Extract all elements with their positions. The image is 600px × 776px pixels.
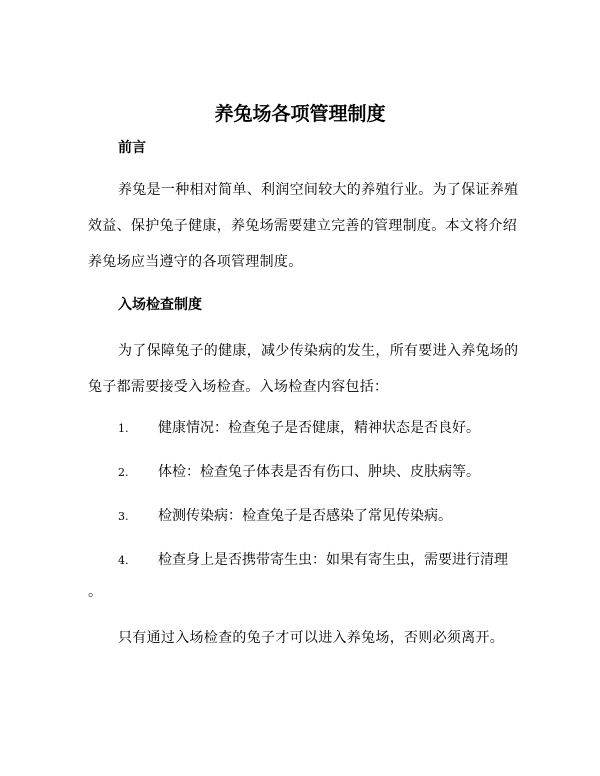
list-text: 体检：检查兔子体表是否有伤口、肿块、皮肤病等。 [158,464,480,480]
list-text: 检查身上是否携带寄生虫：如果有寄生虫，需要进行清理 [158,552,508,568]
entry-check-intro-paragraph [88,333,518,405]
list-text: 检测传染病：检查兔子是否感染了常见传染病。 [158,508,452,524]
list-item-4-wrap: 。 [88,584,102,600]
intro-line-1: 养兔是一种相对简单、利润空间较大的养殖行业。为了保证养殖 [118,182,519,198]
list-item [118,462,480,483]
closing-line: 只有通过入场检查的兔子才可以进入养兔场，否则必须离开。 [118,630,505,646]
list-number: 1. [118,422,129,435]
document-title: 养兔场各项管理制度 [214,103,386,125]
intro-paragraph [88,172,518,280]
intro-line-2: 效益、保护兔子健康，养兔场需要建立完善的管理制度。本文将介绍 [88,218,517,234]
section-heading-entry-check: 入场检查制度 [118,297,202,313]
list-number: 4. [118,554,129,567]
section-heading-intro: 前言 [118,140,146,156]
list-item [118,550,508,571]
list-item [118,506,452,527]
list-item [118,418,480,439]
list-number: 3. [118,510,129,523]
list-number: 2. [118,466,129,479]
intro-line-3: 养兔场应当遵守的各项管理制度。 [88,254,303,270]
entry-intro-line-2: 兔子都需要接受入场检查。入场检查内容包括： [88,379,389,395]
list-text: 健康情况：检查兔子是否健康，精神状态是否良好。 [158,420,480,436]
entry-intro-line-1: 为了保障兔子的健康，减少传染病的发生，所有要进入养兔场的 [118,343,519,359]
entry-check-closing [88,620,518,656]
